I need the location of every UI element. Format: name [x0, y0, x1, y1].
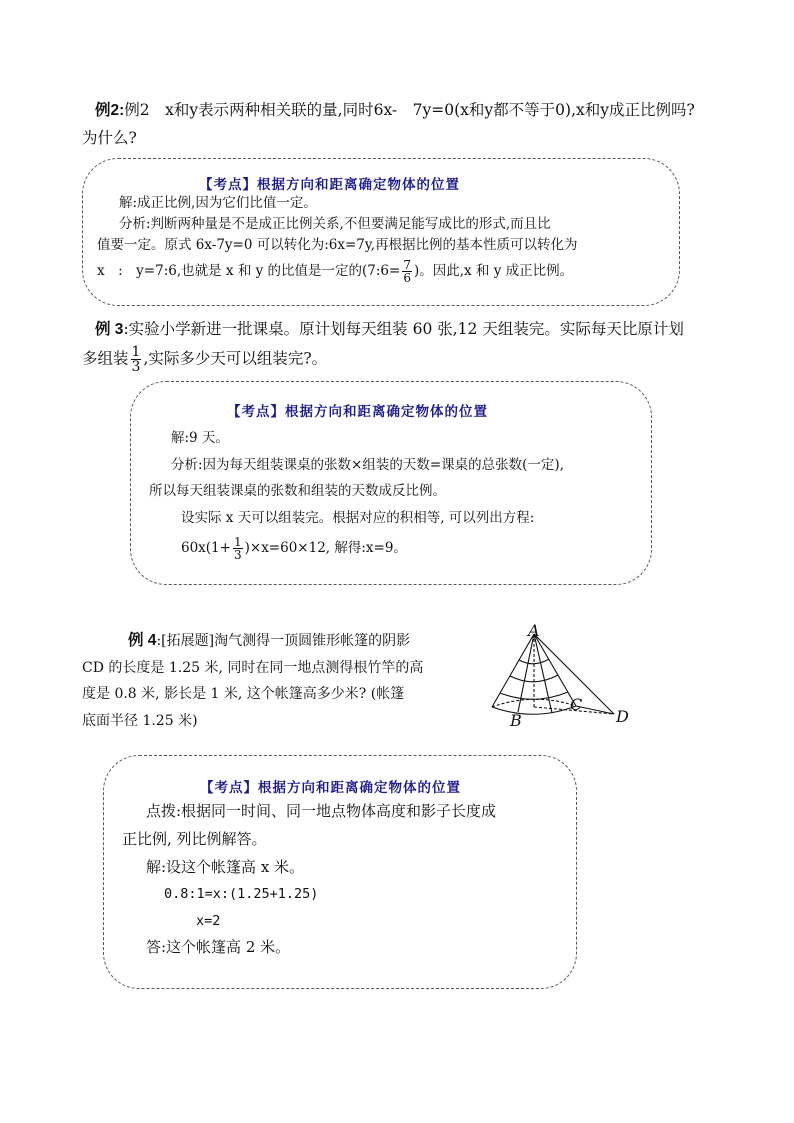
analysis-line-3-start: x : y=7:6,也就是 x 和 y 的比值是一定的(7:6=	[97, 263, 401, 279]
fraction	[131, 345, 142, 374]
analysis-line-3-end: )。因此,x 和 y 成正比例。	[413, 263, 574, 279]
example-4-text-line3: 度是 0.8 米, 影长是 1 米, 这个帐篷高多少米? (帐篷	[82, 686, 405, 702]
analysis-line-1: 分析:因为每天组装课桌的张数×组装的天数=课桌的总张数(一定),	[171, 457, 564, 473]
answer-line: 解:成正比例,因为它们比值一定。	[119, 195, 317, 211]
example-4-text-line2: CD 的长度是 1.25 米, 同时在同一地点测得根竹竿的高	[82, 659, 424, 676]
label-c: C	[570, 695, 583, 714]
kaodian-heading: 【考点】根据方向和距离确定物体的位置	[227, 404, 488, 420]
example-4-text-line4: 底面半径 1.25 米)	[82, 712, 198, 729]
example-3-answer-box	[130, 381, 652, 585]
hint-line-2: 正比例, 列比例解答。	[122, 830, 267, 848]
cone-left-edge	[492, 634, 534, 707]
answer-line: 解:9 天。	[171, 430, 229, 446]
label-d: D	[616, 707, 629, 726]
example-4-label: 例 4	[128, 632, 157, 649]
example-3-text-start: 多组装	[82, 349, 129, 368]
fraction-denominator: 3	[131, 359, 141, 375]
example-4-answer-box	[103, 755, 577, 989]
cone-tent-figure	[488, 622, 638, 732]
cone-seam-1	[518, 634, 534, 712]
label-a: A	[528, 622, 540, 640]
analysis-line-1: 分析:判断两种量是不是成正比例关系,不但要满足能写成比的形式,而且比	[119, 216, 551, 232]
label-b: B	[510, 711, 522, 730]
analysis-line-2: 所以每天组装课桌的张数和组装的天数成反比例。	[149, 483, 446, 499]
fraction	[402, 259, 412, 284]
example-3-question-line1	[95, 316, 684, 343]
analysis-line-3: 设实际 x 天可以组装完。根据对应的积相等, 可以列出方程:	[181, 510, 535, 526]
example-3-text: :实验小学新进一批课桌。原计划每天组装 60 张,12 天组装完。实际每天比原计划	[123, 320, 684, 338]
fraction-numerator: 7	[403, 258, 411, 272]
fraction	[233, 536, 243, 561]
example-4-question	[82, 628, 482, 734]
equation-start: 60x(1+	[181, 540, 231, 556]
hint-line-1: 点拨:根据同一时间、同一地点物体高度和影子长度成	[146, 802, 497, 820]
solution-line-3: x=2	[196, 913, 221, 929]
answer-line: 答:这个帐篷高 2 米。	[146, 938, 291, 956]
fraction-denominator: 3	[233, 548, 242, 562]
example-3-text-end: ,实际多少天可以组装完?。	[143, 349, 328, 368]
kaodian-heading: 【考点】根据方向和距离确定物体的位置	[200, 780, 461, 796]
example-2-question	[95, 97, 755, 124]
example-3-label: 例 3	[95, 321, 124, 338]
cone-seam-2	[534, 634, 552, 713]
example-2-text-line2: 为什么?	[82, 129, 137, 147]
kaodian-heading: 【考点】根据方向和距离确定物体的位置	[199, 177, 460, 193]
equation-end: )×x=60×12, 解得:x=9。	[244, 540, 407, 556]
analysis-line-3	[97, 259, 573, 284]
fraction-denominator: 6	[403, 271, 411, 285]
example-2-text-line1: 例2 x和y表示两种相关联的量,同时6x- 7y=0(x和y都不等于0),x和y成正比例吗?	[124, 101, 695, 119]
fraction-numerator: 1	[233, 535, 242, 549]
equation-line	[181, 536, 407, 561]
solution-line-2: 0.8:1=x:(1.25+1.25)	[164, 886, 319, 902]
fraction-numerator: 1	[131, 344, 141, 360]
example-2-label: 例2:	[95, 102, 125, 119]
example-2-answer-box	[82, 158, 680, 306]
example-4-text-line1: :[拓展题]淘气测得一顶圆锥形帐篷的阴影	[156, 633, 411, 649]
example-3-question-line2	[82, 345, 327, 374]
solution-line-1: 解:设这个帐篷高 x 米。	[146, 858, 305, 876]
analysis-line-2: 值要一定。原式 6x-7y=0 可以转化为:6x=7y,再根据比例的基本性质可以转化为	[97, 237, 578, 253]
